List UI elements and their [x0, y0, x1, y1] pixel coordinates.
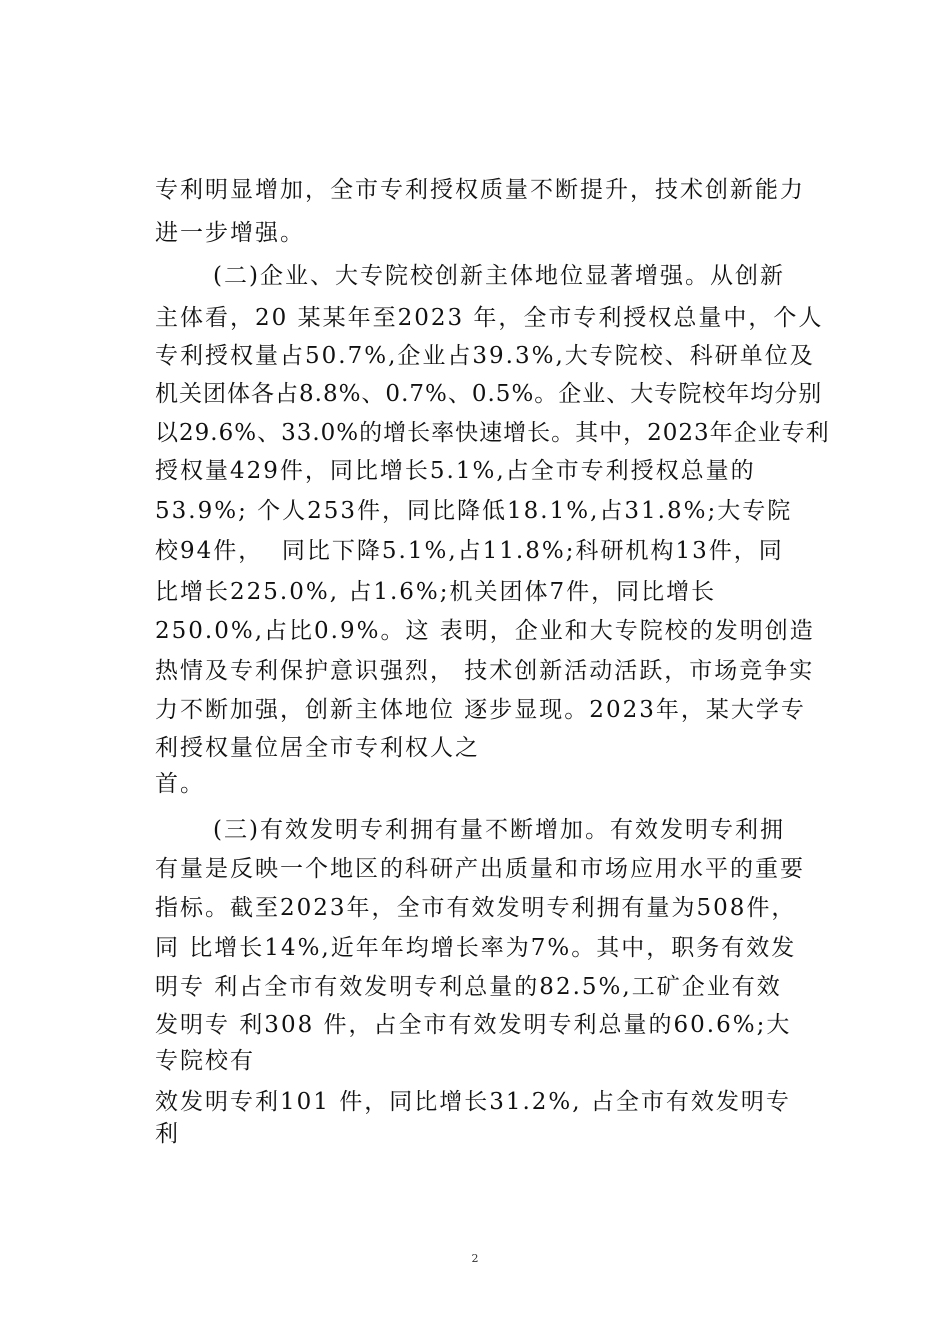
body-text-line: 指标。截至2023年，全市有效发明专利拥有量为508件，: [155, 895, 797, 921]
body-text-line: 有量是反映一个地区的科研产出质量和市场应用水平的重要: [155, 856, 805, 882]
body-text-line: 专利明显增加，全市专利授权质量不断提升，技术创新能力: [155, 177, 805, 203]
body-text-line: 250.0%,占比0.9%。这 表明，企业和大专院校的发明创造: [155, 618, 815, 644]
body-text-line: 以29.6%、33.0%的增长率快速增长。其中，2023年企业专利: [155, 420, 830, 446]
section-heading-line: (三)有效发明专利拥有量不断增加。有效发明专利拥: [213, 817, 785, 843]
body-text-line: 专院校有: [155, 1048, 255, 1074]
body-text-line: 同 比增长14%,近年年均增长率为7%。其中，职务有效发: [155, 935, 797, 961]
page-number: 2: [471, 1252, 479, 1265]
body-text-line: 力不断加强，创新主体地位 逐步显现。2023年，某大学专: [155, 697, 806, 723]
section-heading-line: (二)企业、大专院校创新主体地位显著增强。从创新: [213, 263, 785, 289]
body-text-line: 效发明专利101 件，同比增长31.2%, 占全市有效发明专: [155, 1089, 791, 1115]
body-text-line: 首。: [155, 771, 205, 797]
body-text-line: 热情及专利保护意识强烈， 技术创新活动活跃，市场竞争实: [155, 658, 815, 684]
body-text-line: 利授权量位居全市专利权人之: [155, 735, 480, 761]
body-text-line: 明专 利占全市有效发明专利总量的82.5%,工矿企业有效: [155, 974, 782, 1000]
body-text-line: 校94件， 同比下降5.1%,占11.8%;科研机构13件，同: [155, 538, 784, 564]
body-text-line: 授权量429件，同比增长5.1%,占全市专利授权总量的: [155, 458, 756, 484]
body-text-line: 53.9%; 个人253件，同比降低18.1%,占31.8%;大专院: [155, 498, 793, 524]
body-text-line: 专利授权量占50.7%,企业占39.3%,大专院校、科研单位及: [155, 343, 815, 369]
body-text-line: 进一步增强。: [155, 220, 305, 246]
body-text-line: 发明专 利308 件，占全市有效发明专利总量的60.6%;大: [155, 1012, 792, 1038]
body-text-line: 利: [155, 1121, 180, 1147]
body-text-line: 机关团体各占8.8%、0.7%、0.5%。企业、大专院校年均分别: [155, 381, 823, 407]
body-text-line: 比增长225.0%, 占1.6%;机关团体7件，同比增长: [155, 579, 717, 605]
body-text-line: 主体看，20 某某年至2023 年，全市专利授权总量中，个人: [155, 305, 824, 331]
